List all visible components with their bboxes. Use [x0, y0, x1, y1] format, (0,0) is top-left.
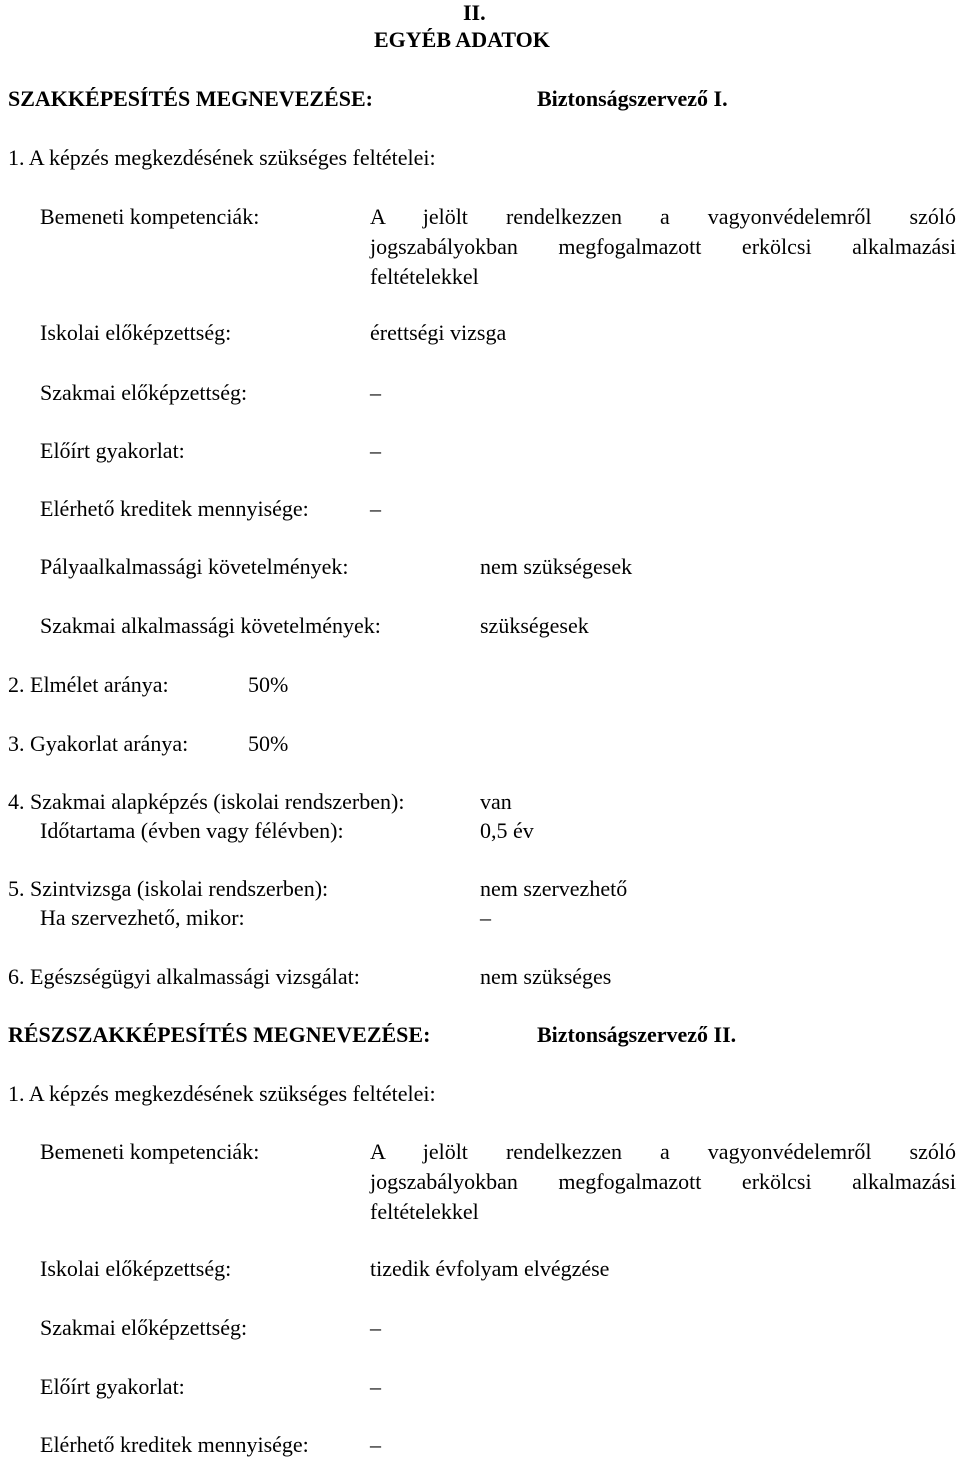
practice-ratio-value: 50%	[248, 731, 289, 756]
entry-competence-text	[370, 1137, 956, 1227]
required-practice-value: –	[370, 1374, 381, 1399]
item-1-title: 1. A képzés megkezdésének szükséges feltételei:	[8, 1081, 436, 1106]
duration-label: Időtartama (évben vagy félévben):	[40, 818, 344, 843]
required-practice-label: Előírt gyakorlat:	[40, 1374, 185, 1399]
credits-value: –	[370, 496, 381, 521]
required-practice-label: Előírt gyakorlat:	[40, 438, 185, 463]
partial-qualification-heading-value: Biztonságszervező II.	[537, 1022, 737, 1047]
school-prerequisite-label: Iskolai előképzettség:	[40, 1256, 232, 1281]
professional-prerequisite-value: –	[370, 380, 381, 405]
entry-competence-line: feltételekkel	[370, 1199, 479, 1224]
theory-ratio-label: 2. Elmélet aránya:	[8, 672, 169, 697]
credits-label: Elérhető kreditek mennyisége:	[40, 1432, 309, 1457]
credits-label: Elérhető kreditek mennyisége:	[40, 496, 309, 521]
if-organized-label: Ha szervezhető, mikor:	[40, 905, 245, 930]
theory-ratio-value: 50%	[248, 672, 289, 697]
professional-aptitude-label: Szakmai alkalmassági követelmények:	[40, 613, 381, 638]
item-1-title: 1. A képzés megkezdésének szükséges feltételei:	[8, 145, 436, 170]
professional-aptitude-value: szükségesek	[480, 613, 589, 638]
entry-competence-line: feltételekkel	[370, 264, 479, 289]
school-prerequisite-value: tizedik évfolyam elvégzése	[370, 1256, 610, 1281]
professional-prerequisite-value: –	[370, 1315, 381, 1340]
health-exam-label: 6. Egészségügyi alkalmassági vizsgálat:	[8, 964, 360, 989]
health-exam-value: nem szükséges	[480, 964, 612, 989]
basic-training-value: van	[480, 789, 512, 814]
section-roman-numeral: II.	[463, 0, 486, 25]
if-organized-value: –	[480, 905, 491, 930]
entry-competence-label: Bemeneti kompetenciák:	[40, 204, 260, 229]
entry-competence-line: A jelölt rendelkezzen a vagyonvédelemről szóló	[370, 1139, 956, 1164]
basic-training-label: 4. Szakmai alapképzés (iskolai rendszerben):	[8, 789, 405, 814]
entry-competence-text	[370, 202, 956, 292]
professional-prerequisite-label: Szakmai előképzettség:	[40, 1315, 248, 1340]
partial-qualification-heading-label: RÉSZSZAKKÉPESÍTÉS MEGNEVEZÉSE:	[8, 1022, 431, 1047]
duration-value: 0,5 év	[480, 818, 534, 843]
school-prerequisite-value: érettségi vizsga	[370, 320, 507, 345]
entry-competence-line: A jelölt rendelkezzen a vagyonvédelemről szóló	[370, 204, 956, 229]
level-exam-label: 5. Szintvizsga (iskolai rendszerben):	[8, 876, 329, 901]
required-practice-value: –	[370, 438, 381, 463]
school-prerequisite-label: Iskolai előképzettség:	[40, 320, 232, 345]
page-title: EGYÉB ADATOK	[374, 27, 550, 52]
level-exam-value: nem szervezhető	[480, 876, 628, 901]
entry-competence-line: jogszabályokban megfogalmazott erkölcsi alkalmazási	[370, 1169, 956, 1194]
entry-competence-line: jogszabályokban megfogalmazott erkölcsi alkalmazási	[370, 234, 956, 259]
qualification-heading-value: Biztonságszervező I.	[537, 86, 728, 111]
entry-competence-label: Bemeneti kompetenciák:	[40, 1139, 260, 1164]
practice-ratio-label: 3. Gyakorlat aránya:	[8, 731, 189, 756]
career-aptitude-label: Pályaalkalmassági követelmények:	[40, 554, 349, 579]
credits-value: –	[370, 1432, 381, 1457]
qualification-heading-label: SZAKKÉPESÍTÉS MEGNEVEZÉSE:	[8, 86, 373, 111]
career-aptitude-value: nem szükségesek	[480, 554, 633, 579]
professional-prerequisite-label: Szakmai előképzettség:	[40, 380, 248, 405]
